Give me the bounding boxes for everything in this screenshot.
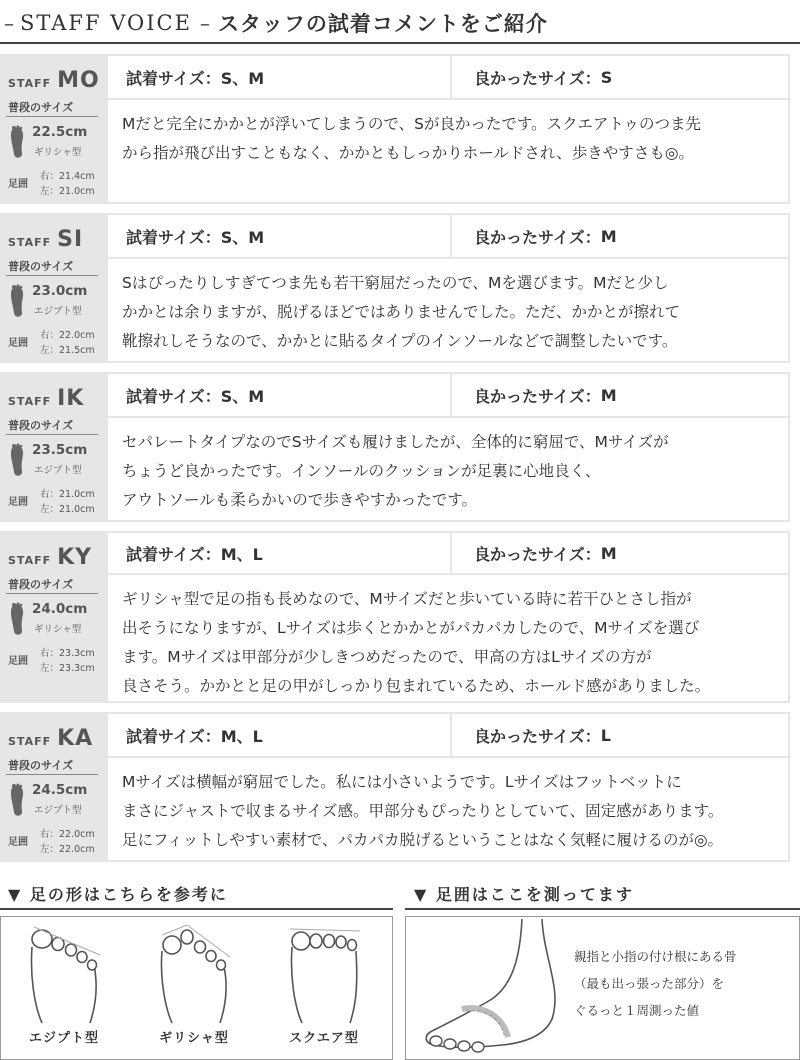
usual-size-label: 普段のサイズ <box>8 578 74 591</box>
tried-size-value: S、M <box>220 386 265 406</box>
review-comment <box>108 418 788 520</box>
size-row <box>108 215 788 259</box>
usual-size-label: 普段のサイズ <box>8 260 74 273</box>
foot-shape-title: ▼ 足の形はこちらを参考に <box>8 885 228 904</box>
foot-shape-value: エジプト型 <box>34 306 82 317</box>
size-row <box>108 533 788 575</box>
staff-profile <box>0 54 108 204</box>
usual-size-label: 普段のサイズ <box>8 419 74 432</box>
tried-size: 試着サイズ： S、M <box>108 215 452 257</box>
foot-shape-value: エジプト型 <box>34 805 82 816</box>
girth-right: 右：22.0cm <box>40 330 95 341</box>
reference-section <box>0 878 800 1060</box>
review-comment <box>108 575 788 701</box>
tried-size: 試着サイズ： S、M <box>108 374 452 416</box>
comment-line: まさにジャストで収まるサイズ感。甲部分もぴったりとしていて、固定感があります。 <box>122 802 724 820</box>
staff-label: STAFF <box>8 236 52 249</box>
girth-label: 足囲 <box>8 837 28 848</box>
usual-size-label: 普段のサイズ <box>8 101 74 114</box>
good-size-value: M <box>600 226 617 246</box>
usual-size-value: 22.5cm <box>32 124 88 140</box>
staff-profile <box>0 712 108 862</box>
girth-info-panel <box>405 916 800 1060</box>
egyptian-foot-icon <box>24 925 104 1025</box>
comment-line: 靴擦れしそうなので、かかとに貼るタイプのインソールなどで調整したいです。 <box>122 332 678 350</box>
girth-left: 左：22.0cm <box>40 844 95 855</box>
foot-icon <box>10 602 26 636</box>
greek-foot-icon <box>154 925 234 1025</box>
girth-label: 足囲 <box>8 656 28 667</box>
usual-size-divider <box>6 774 98 775</box>
girth-right: 右：22.0cm <box>40 829 95 840</box>
tried-size-value: M、L <box>220 726 263 746</box>
header-title-japanese: スタッフの試着コメントをご紹介 <box>217 12 548 36</box>
good-size-value: S <box>600 67 613 87</box>
comment-line: セパレートタイプなのでSサイズも履けましたが、全体的に窮屈で、Mサイズが <box>122 433 669 451</box>
girth-info-divider <box>405 908 800 910</box>
girth-right: 右：23.3cm <box>40 648 95 659</box>
foot-shape-value: ギリシャ型 <box>34 147 82 158</box>
girth-info-title: ▼ 足囲はここを測ってます <box>414 885 634 904</box>
review-body <box>108 374 788 520</box>
girth-info-text <box>574 943 737 1024</box>
review-comment <box>108 758 788 860</box>
foot-icon <box>10 443 26 477</box>
review-card <box>0 712 790 862</box>
review-card <box>0 213 790 363</box>
usual-size-value: 24.5cm <box>32 782 88 798</box>
review-card <box>0 372 790 522</box>
comment-line: アウトソールも柔らかいので歩きやすかったです。 <box>122 491 477 509</box>
good-size: 良かったサイズ： M <box>474 226 617 247</box>
foot-type-egyptian <box>9 925 119 1046</box>
comment-line: 良さそう。かかとと足の甲がしっかり包まれているため、ホールド感がありました。 <box>122 677 711 695</box>
foot-type-square-label: スクエア型 <box>289 1031 359 1046</box>
tried-size-value: S、M <box>220 227 265 247</box>
tried-size: 試着サイズ： S、M <box>108 56 452 98</box>
foot-shape-value: ギリシャ型 <box>34 624 82 635</box>
header-divider <box>0 42 800 44</box>
foot-type-square <box>269 925 379 1046</box>
girth-right: 右：21.4cm <box>40 171 95 182</box>
staff-label: STAFF <box>8 554 52 567</box>
staff-label: STAFF <box>8 77 52 90</box>
usual-size-label: 普段のサイズ <box>8 759 74 772</box>
foot-type-greek-label: ギリシャ型 <box>159 1031 229 1046</box>
header-title: – STAFF VOICE – スタッフの試着コメントをご紹介 <box>0 6 548 40</box>
page-header <box>0 0 800 44</box>
square-foot-icon <box>284 925 364 1025</box>
girth-label: 足囲 <box>8 338 28 349</box>
comment-line: Mサイズは横幅が窮屈でした。私には小さいようです。Lサイズはフットベットに <box>122 773 682 791</box>
review-list <box>0 54 790 871</box>
staff-code: SI <box>57 227 84 252</box>
tried-size-value: M、L <box>220 544 263 564</box>
review-body <box>108 714 788 860</box>
staff-label: STAFF <box>8 735 52 748</box>
girth-left: 左：21.0cm <box>40 186 95 197</box>
girth-info-line: 親指と小指の付け根にある骨 <box>574 949 737 964</box>
comment-line: 出そうになりますが、Lサイズは歩くとかかとがパカパカしたので、Mサイズを選び <box>122 619 700 637</box>
good-size: 良かったサイズ： M <box>474 385 617 406</box>
size-row <box>108 56 788 100</box>
review-card <box>0 531 790 703</box>
girth-info-line: ぐるっと１周測った値 <box>574 1003 700 1018</box>
usual-size-divider <box>6 593 98 594</box>
staff-label: STAFF <box>8 395 52 408</box>
girth-label: 足囲 <box>8 179 28 190</box>
girth-label: 足囲 <box>8 497 28 508</box>
usual-size-divider <box>6 116 98 117</box>
tried-size-value: S、M <box>220 68 265 88</box>
good-size-value: M <box>600 543 617 563</box>
tried-size: 試着サイズ： M、L <box>108 533 452 573</box>
review-body <box>108 56 788 202</box>
foot-icon <box>10 284 26 318</box>
comment-line: ギリシャ型で足の指も長めなので、Mサイズだと歩いている時に若干ひとさし指が <box>122 590 692 608</box>
staff-code: KY <box>57 545 93 570</box>
comment-line: Sはぴったりしすぎてつま先も若干窮屈だったので、Mを選びます。Mだと少し <box>122 274 669 292</box>
girth-info-line: （最も出っ張った部分）を <box>574 976 725 991</box>
staff-profile <box>0 213 108 363</box>
comment-line: ます。Mサイズは甲部分が少しきつめだったので、甲高の方はLサイズの方が <box>122 648 652 666</box>
foot-side-illustration <box>412 919 572 1059</box>
staff-code: MO <box>57 68 100 93</box>
foot-shape-value: エジプト型 <box>34 465 82 476</box>
size-row <box>108 374 788 418</box>
comment-line: ちょうど良かったです。インソールのクッションが足裏に心地良く、 <box>122 462 601 480</box>
comment-line: Mだと完全にかかとが浮いてしまうので、Sが良かったです。スクエアトゥのつま先 <box>122 115 701 133</box>
comment-line: かかとは余りますが、脱げるほどではありませんでした。ただ、かかとが擦れて <box>122 303 681 321</box>
girth-left: 左：23.3cm <box>40 663 95 674</box>
size-row <box>108 714 788 758</box>
usual-size-value: 24.0cm <box>32 601 88 617</box>
girth-left: 左：21.0cm <box>40 504 95 515</box>
review-body <box>108 215 788 361</box>
foot-icon <box>10 125 26 159</box>
comment-line: から指が飛び出すこともなく、かかともしっかりホールドされ、歩きやすさも◎。 <box>122 144 694 162</box>
good-size-value: M <box>600 385 617 405</box>
comment-line: 足にフィットしやすい素材で、パカパカ脱げるということはなく気軽に履けるのが◎。 <box>122 831 723 849</box>
foot-icon <box>10 783 26 817</box>
girth-right: 右：21.0cm <box>40 489 95 500</box>
usual-size-value: 23.5cm <box>32 442 88 458</box>
staff-profile <box>0 531 108 703</box>
foot-type-egyptian-label: エジプト型 <box>28 1031 99 1046</box>
staff-profile <box>0 372 108 522</box>
staff-code: IK <box>57 386 85 411</box>
tried-size: 試着サイズ： M、L <box>108 714 452 756</box>
foot-type-greek <box>139 925 249 1046</box>
review-card <box>0 54 790 204</box>
good-size: 良かったサイズ： S <box>474 67 613 88</box>
staff-code: KA <box>57 726 94 751</box>
foot-shape-divider <box>0 908 393 910</box>
good-size-value: L <box>600 725 611 745</box>
review-body <box>108 533 788 701</box>
header-title-english: STAFF VOICE <box>20 11 192 35</box>
usual-size-divider <box>6 434 98 435</box>
girth-left: 左：21.5cm <box>40 345 95 356</box>
good-size: 良かったサイズ： L <box>474 725 611 746</box>
usual-size-value: 23.0cm <box>32 283 88 299</box>
foot-shape-panel <box>0 916 393 1060</box>
good-size: 良かったサイズ： M <box>474 543 617 564</box>
review-comment <box>108 259 788 361</box>
review-comment <box>108 100 788 202</box>
usual-size-divider <box>6 275 98 276</box>
